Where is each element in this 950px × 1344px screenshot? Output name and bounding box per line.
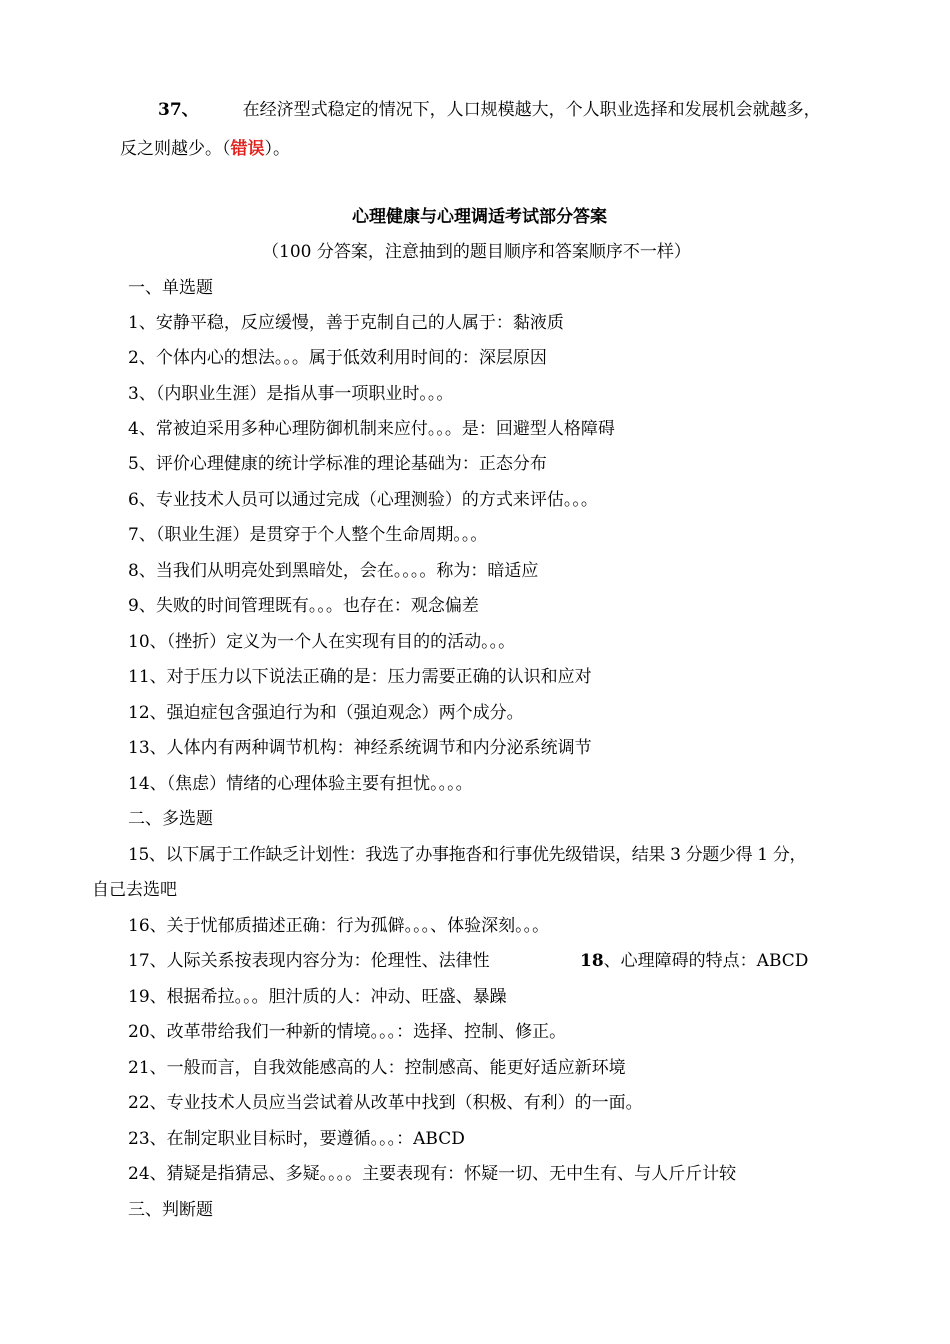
list-item: 15、以下属于工作缺乏计划性：我选了办事拖沓和行事优先级错误，结果 3 分题少得 1 分， bbox=[128, 845, 807, 865]
list-item: 12、强迫症包含强迫行为和（强迫观念）两个成分。 bbox=[128, 703, 524, 723]
item-18-number: 18 bbox=[580, 951, 604, 971]
item-18-text: 、心理障碍的特点：ABCD bbox=[603, 951, 809, 971]
list-item: 11、对于压力以下说法正确的是：压力需要正确的认识和应对 bbox=[128, 667, 592, 687]
list-item: 20、改革带给我们一种新的情境。。。：选择、控制、修正。 bbox=[128, 1022, 567, 1042]
list-item: 5、评价心理健康的统计学标准的理论基础为：正态分布 bbox=[128, 454, 547, 474]
list-item-continuation: 自己去选吧 bbox=[92, 880, 177, 900]
list-item: 1、安静平稳，反应缓慢，善于克制自己的人属于：黏液质 bbox=[128, 313, 564, 333]
list-item: 19、根据希拉。。。胆汁质的人：冲动、旺盛、暴躁 bbox=[128, 987, 507, 1007]
list-item: 24、猜疑是指猜忌、多疑。。。。主要表现有：怀疑一切、无中生有、与人斤斤计较 bbox=[128, 1164, 737, 1184]
document-title: 心理健康与心理调适考试部分答案 bbox=[352, 207, 607, 227]
document-subtitle: （100 分答案，注意抽到的题目顺序和答案顺序不一样） bbox=[262, 242, 691, 262]
question-37-text-cont: 反之则越少。（ bbox=[120, 139, 231, 159]
list-item: 14、（焦虑）情绪的心理体验主要有担忧。。。。 bbox=[128, 774, 473, 794]
question-37-text-end: ）。 bbox=[264, 139, 290, 159]
question-37-line-2 bbox=[120, 137, 290, 161]
list-item: 8、当我们从明亮处到黑暗处，会在。。。。称为：暗适应 bbox=[128, 561, 539, 581]
section-multi-choice: 二、多选题 bbox=[128, 809, 213, 829]
list-item: 9、失败的时间管理既有。。。也存在：观念偏差 bbox=[128, 596, 479, 616]
list-item: 3、（内职业生涯）是指从事一项职业时。。。 bbox=[128, 384, 454, 404]
question-37-number: 37、 bbox=[158, 100, 199, 120]
list-item: 7、（职业生涯）是贯穿于个人整个生命周期。。。 bbox=[128, 525, 488, 545]
section-true-false: 三、判断题 bbox=[128, 1200, 213, 1220]
list-item: 22、专业技术人员应当尝试着从改革中找到（积极、有利）的一面。 bbox=[128, 1093, 643, 1113]
list-item: 13、人体内有两种调节机构：神经系统调节和内分泌系统调节 bbox=[128, 738, 592, 758]
list-item: 6、专业技术人员可以通过完成（心理测验）的方式来评估。。。 bbox=[128, 490, 598, 510]
list-item: 23、在制定职业目标时，要遵循。。。：ABCD bbox=[128, 1129, 465, 1149]
section-single-choice: 一、单选题 bbox=[128, 278, 213, 298]
list-item: 21、一般而言，自我效能感高的人：控制感高、能更好适应新环境 bbox=[128, 1058, 626, 1078]
list-item bbox=[580, 949, 808, 973]
question-37-line-1 bbox=[158, 98, 821, 122]
question-37-text: 在经济型式稳定的情况下，人口规模越大，个人职业选择和发展机会就越多， bbox=[242, 100, 821, 120]
list-item: 2、个体内心的想法。。。属于低效利用时间的：深层原因 bbox=[128, 348, 547, 368]
list-item: 4、常被迫采用多种心理防御机制来应付。。。是：回避型人格障碍 bbox=[128, 419, 615, 439]
answer-wrong: 错误 bbox=[230, 139, 265, 159]
list-item: 10、（挫折）定义为一个人在实现有目的的活动。。。 bbox=[128, 632, 516, 652]
list-item: 17、人际关系按表现内容分为：伦理性、法律性 bbox=[128, 951, 490, 971]
list-item: 16、关于忧郁质描述正确：行为孤僻。。。、体验深刻。。。 bbox=[128, 916, 550, 936]
